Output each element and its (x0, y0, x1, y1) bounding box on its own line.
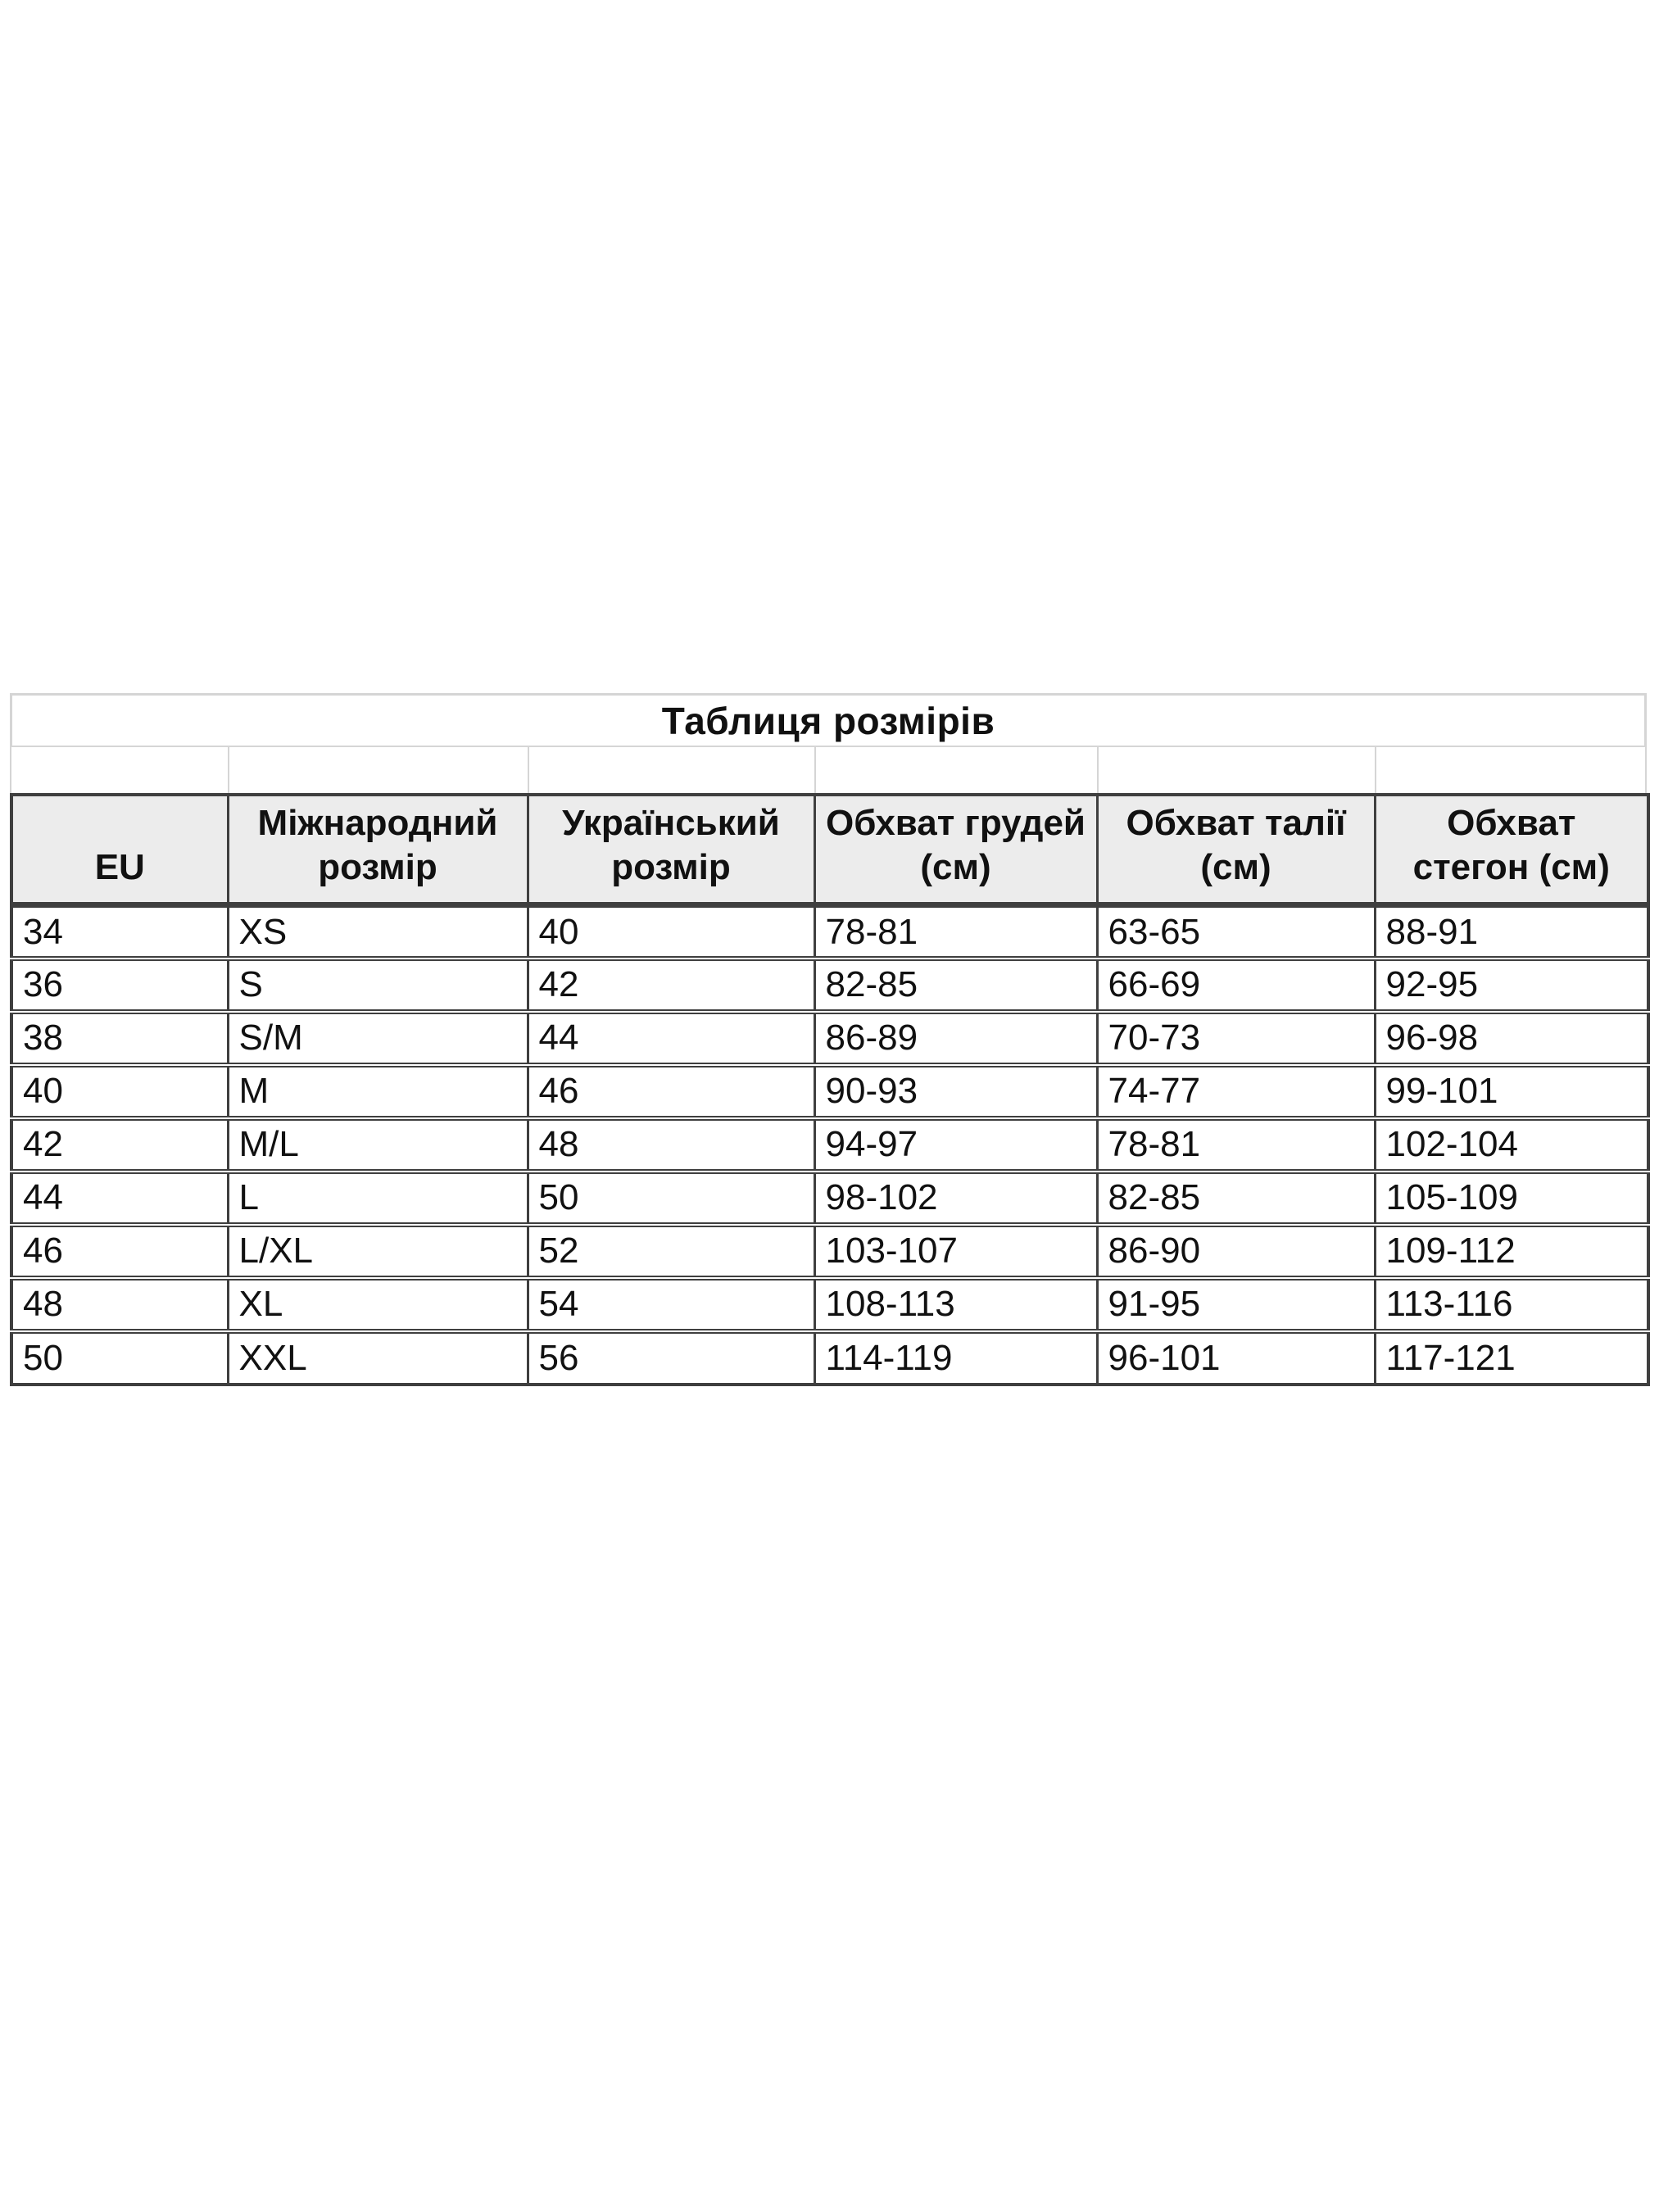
table-row (11, 1172, 1648, 1225)
table-row (11, 905, 1648, 959)
table-cell: 74-77 (1097, 1065, 1375, 1118)
table-cell: 102-104 (1375, 1118, 1648, 1172)
table-cell: 86-90 (1097, 1225, 1375, 1278)
table-cell: 117-121 (1375, 1331, 1648, 1385)
spacer-cell (228, 747, 528, 793)
table-cell: S (228, 959, 528, 1012)
table-cell: 66-69 (1097, 959, 1375, 1012)
table-cell: XL (228, 1278, 528, 1331)
header-cell-chest: Обхват грудей (см) (814, 795, 1097, 905)
spacer-cell (814, 747, 1097, 793)
header-cell-international: Міжнародний розмір (228, 795, 528, 905)
table-cell: XS (228, 905, 528, 959)
table-cell: 50 (11, 1331, 228, 1385)
table-cell: 90-93 (814, 1065, 1097, 1118)
table-cell: 99-101 (1375, 1065, 1648, 1118)
table-cell: 108-113 (814, 1278, 1097, 1331)
spacer-cell (11, 747, 228, 793)
table-cell: 98-102 (814, 1172, 1097, 1225)
table-row (11, 1065, 1648, 1118)
table-cell: 46 (528, 1065, 814, 1118)
table-cell: 96-101 (1097, 1331, 1375, 1385)
table-cell: 48 (528, 1118, 814, 1172)
table-cell: 82-85 (1097, 1172, 1375, 1225)
table-cell: M/L (228, 1118, 528, 1172)
table-cell: 94-97 (814, 1118, 1097, 1172)
table-cell: 63-65 (1097, 905, 1375, 959)
table-row (11, 1278, 1648, 1331)
header-cell-ukrainian: Український розмір (528, 795, 814, 905)
table-cell: 105-109 (1375, 1172, 1648, 1225)
spacer-cell (528, 747, 814, 793)
table-cell: 56 (528, 1331, 814, 1385)
size-chart-title: Таблиця розмірів (661, 699, 995, 742)
table-cell: 42 (528, 959, 814, 1012)
table-cell: 50 (528, 1172, 814, 1225)
header-cell-hips: Обхват стегон (см) (1375, 795, 1648, 905)
table-cell: 109-112 (1375, 1225, 1648, 1278)
table-cell: XXL (228, 1331, 528, 1385)
table-cell: 82-85 (814, 959, 1097, 1012)
table-cell: 52 (528, 1225, 814, 1278)
table-cell: 70-73 (1097, 1012, 1375, 1065)
table-cell: 114-119 (814, 1331, 1097, 1385)
table-cell: 91-95 (1097, 1278, 1375, 1331)
table-cell: 44 (11, 1172, 228, 1225)
spacer-cell (1375, 747, 1648, 793)
table-cell: 40 (11, 1065, 228, 1118)
table-cell: 34 (11, 905, 228, 959)
table-cell: 46 (11, 1225, 228, 1278)
header-row (11, 795, 1648, 905)
table-cell: 38 (11, 1012, 228, 1065)
table-row (11, 1225, 1648, 1278)
size-table (10, 793, 1650, 1386)
table-cell: 44 (528, 1012, 814, 1065)
table-cell: 40 (528, 905, 814, 959)
table-cell: L (228, 1172, 528, 1225)
table-cell: 86-89 (814, 1012, 1097, 1065)
spacer-row (10, 747, 1647, 793)
table-cell: L/XL (228, 1225, 528, 1278)
table-cell: 113-116 (1375, 1278, 1648, 1331)
table-row (11, 1331, 1648, 1385)
table-cell: 78-81 (1097, 1118, 1375, 1172)
table-cell: 48 (11, 1278, 228, 1331)
header-cell-eu: EU (11, 795, 228, 905)
table-cell: 78-81 (814, 905, 1097, 959)
table-cell: 92-95 (1375, 959, 1648, 1012)
size-chart (10, 693, 1647, 1386)
table-cell: 36 (11, 959, 228, 1012)
spacer-cell (1097, 747, 1375, 793)
table-row (11, 1012, 1648, 1065)
table-cell: S/M (228, 1012, 528, 1065)
table-cell: 96-98 (1375, 1012, 1648, 1065)
table-row (11, 1118, 1648, 1172)
size-chart-title-row (10, 693, 1647, 747)
table-cell: 103-107 (814, 1225, 1097, 1278)
table-cell: 54 (528, 1278, 814, 1331)
size-table-body (11, 905, 1648, 1385)
header-cell-waist: Обхват талії (см) (1097, 795, 1375, 905)
table-cell: 88-91 (1375, 905, 1648, 959)
table-row (11, 959, 1648, 1012)
table-cell: M (228, 1065, 528, 1118)
table-cell: 42 (11, 1118, 228, 1172)
